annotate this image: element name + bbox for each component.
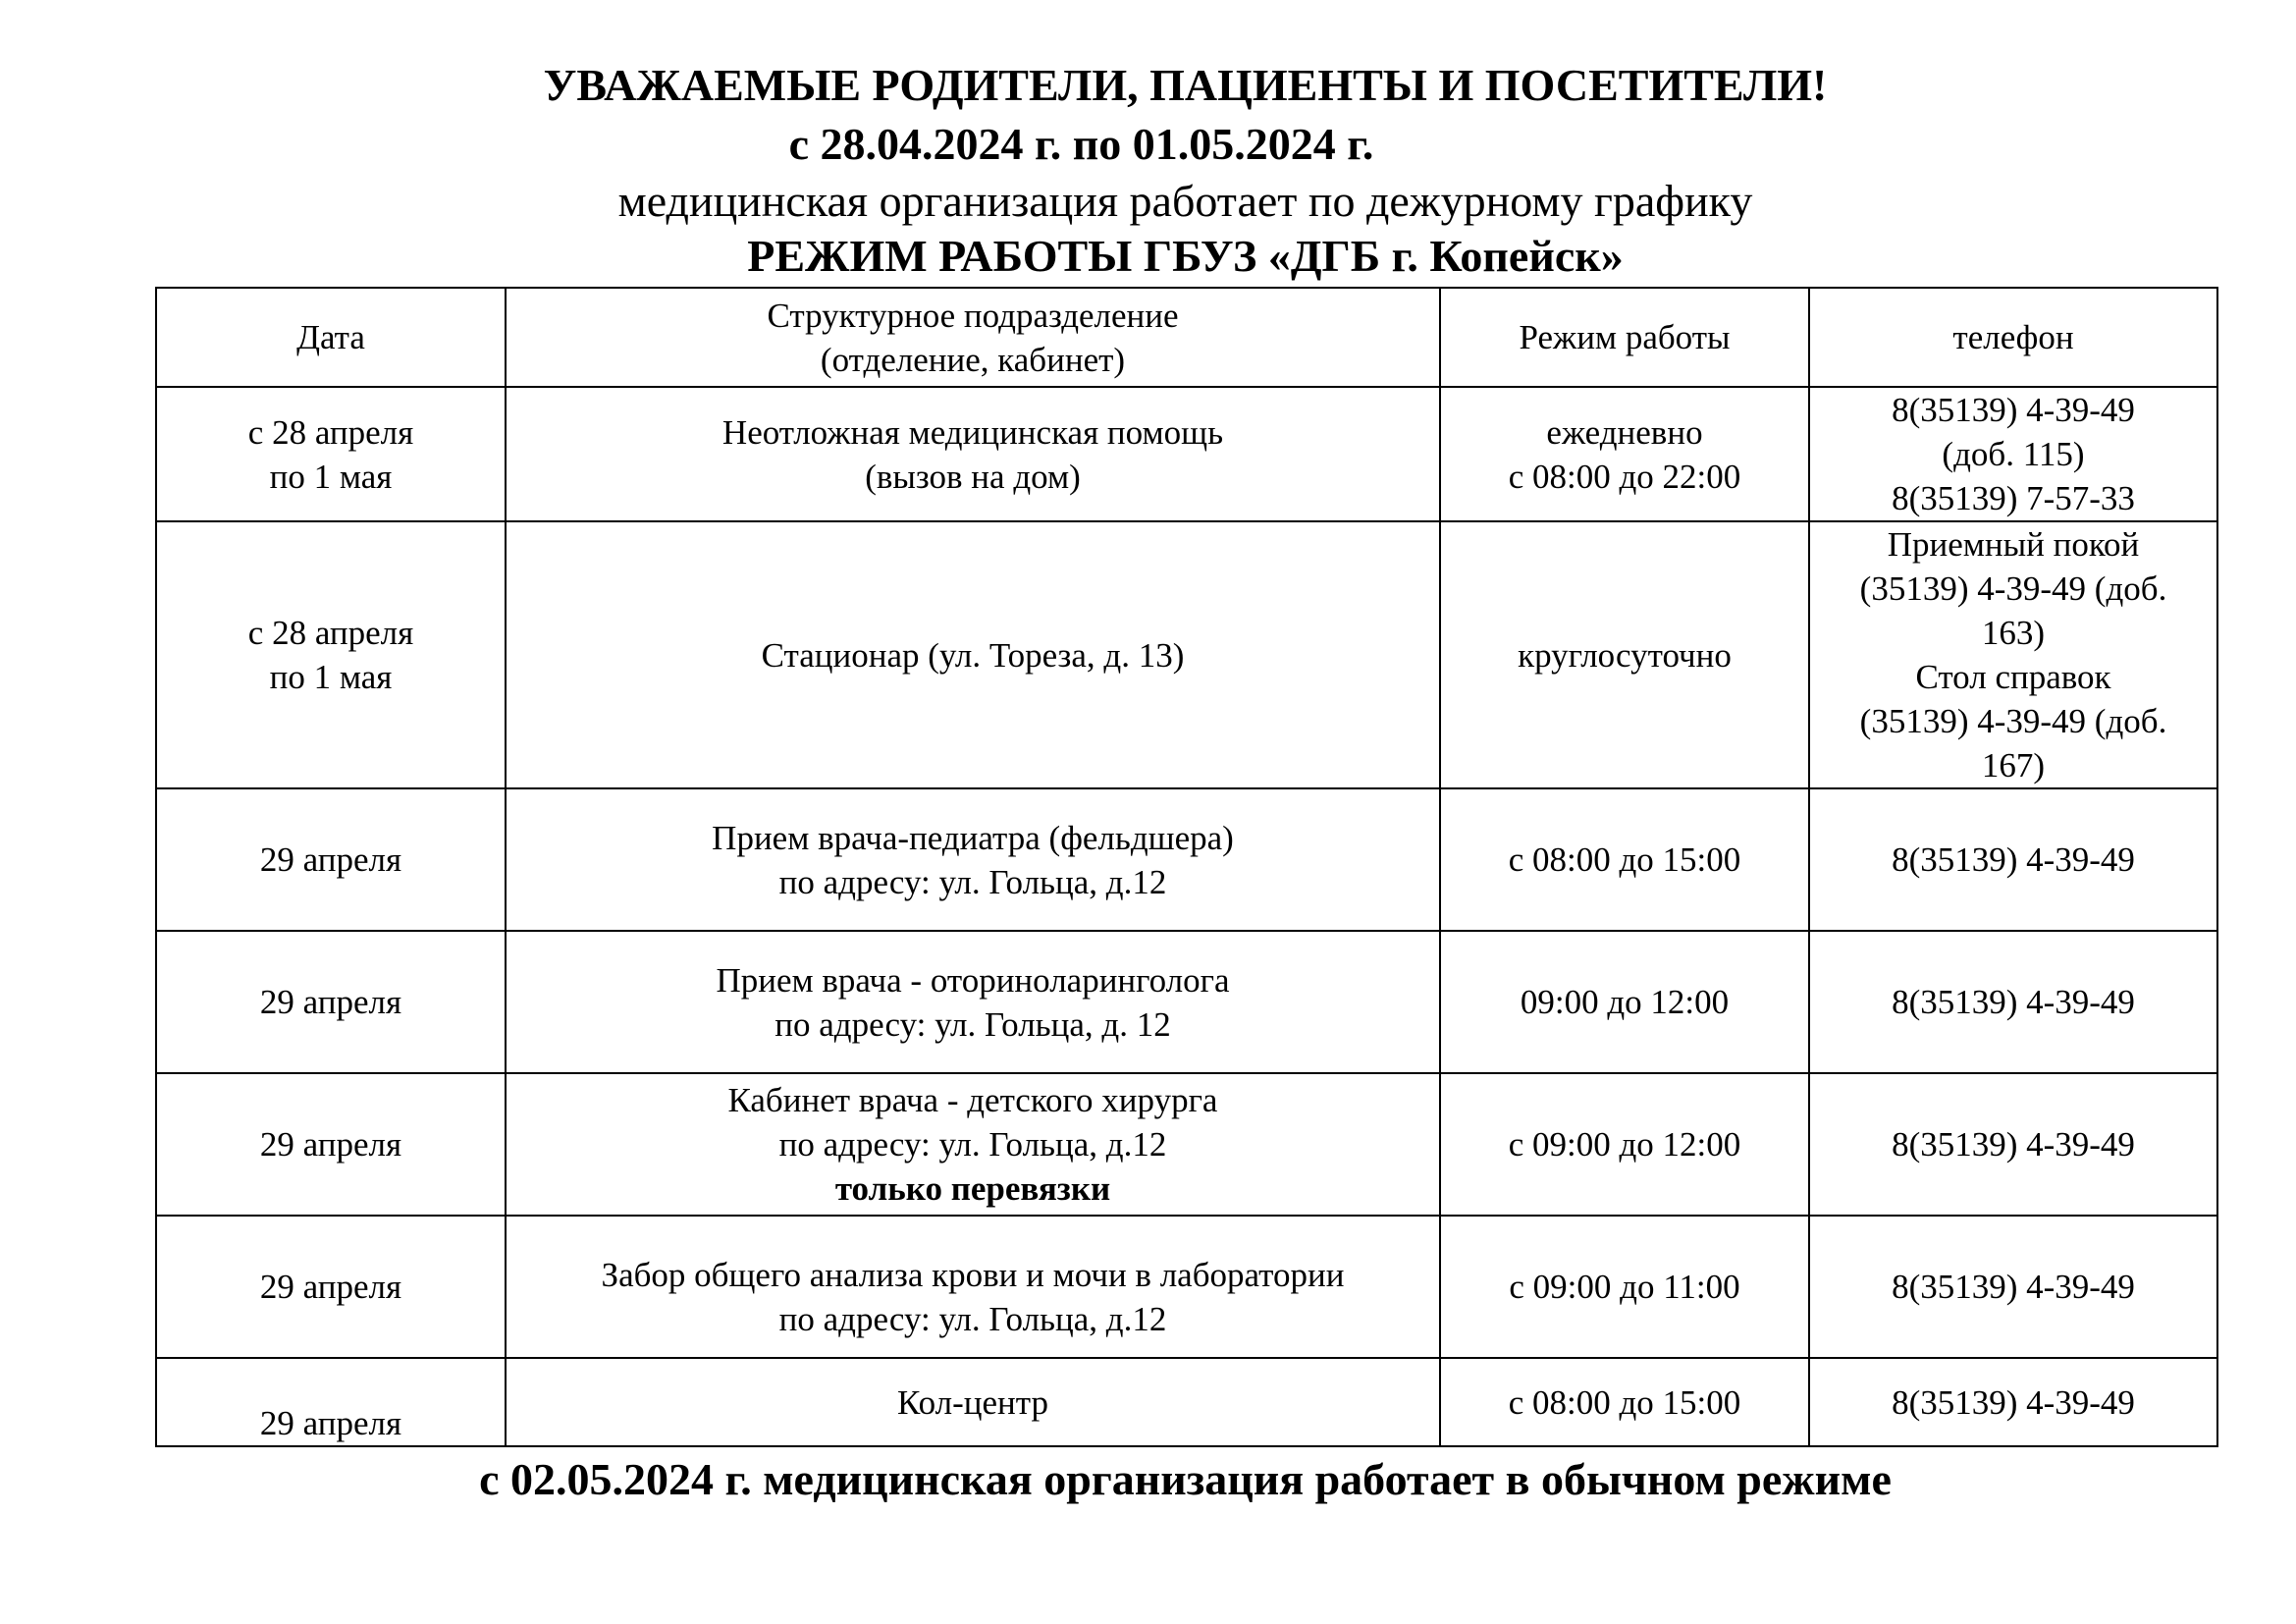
date-cell: 29 апреля (156, 931, 506, 1073)
notice-greeting: УВАЖАЕМЫЕ РОДИТЕЛИ, ПАЦИЕНТЫ И ПОСЕТИТЕЛИ! (543, 60, 1828, 110)
phone-cell: 8(35139) 4-39-49 (1809, 1216, 2217, 1358)
table-row (156, 1358, 2217, 1446)
department-cell: Неотложная медицинская помощь (вызов на дом) (506, 387, 1440, 521)
work-mode-cell: с 09:00 до 11:00 (1440, 1216, 1809, 1358)
table-row (156, 521, 2217, 788)
header-date: Дата (156, 288, 506, 387)
table-row (156, 387, 2217, 521)
phone-cell: 8(35139) 4-39-49 (1809, 1073, 2217, 1216)
table-row (156, 1216, 2217, 1358)
department-cell: Кол-центр (506, 1358, 1440, 1446)
work-mode-cell: ежедневно с 08:00 до 22:00 (1440, 387, 1809, 521)
date-cell: 29 апреля (156, 1216, 506, 1358)
phone-cell: Приемный покой (35139) 4-39-49 (доб. 163) Стол справок (35139) 4-39-49 (доб. 167) (1809, 521, 2217, 788)
date-cell: 29 апреля (156, 1073, 506, 1216)
work-mode-cell: с 08:00 до 15:00 (1440, 1358, 1809, 1446)
department-cell: Кабинет врача - детского хирурга по адресу: ул. Гольца, д.12 только перевязки (506, 1073, 1440, 1216)
header-work-mode: Режим работы (1440, 288, 1809, 387)
table-row (156, 788, 2217, 931)
department-cell: Прием врача - оториноларинголога по адресу: ул. Гольца, д. 12 (506, 931, 1440, 1073)
table-header-row (156, 288, 2217, 387)
notice-title: РЕЖИМ РАБОТЫ ГБУЗ «ДГБ г. Копейск» (747, 231, 1624, 281)
dressings-only-note: только перевязки (834, 1169, 1111, 1208)
work-mode-cell: с 09:00 до 12:00 (1440, 1073, 1809, 1216)
department-cell: Стационар (ул. Тореза, д. 13) (506, 521, 1440, 788)
normal-mode-notice: с 02.05.2024 г. медицинская организация работает в обычном режиме (479, 1454, 1892, 1504)
notice-date-range: с 28.04.2024 г. по 01.05.2024 г. (788, 119, 1374, 169)
phone-cell: 8(35139) 4-39-49 (1809, 931, 2217, 1073)
table-row (156, 1073, 2217, 1216)
date-cell: 29 апреля (156, 788, 506, 931)
phone-cell: 8(35139) 4-39-49 (доб. 115) 8(35139) 7-57-33 (1809, 387, 2217, 521)
work-mode-cell: круглосуточно (1440, 521, 1809, 788)
date-cell: 29 апреля (156, 1358, 506, 1446)
notice-duty-schedule: медицинская организация работает по дежурному графику (617, 176, 1753, 226)
work-mode-cell: с 08:00 до 15:00 (1440, 788, 1809, 931)
phone-cell: 8(35139) 4-39-49 (1809, 1358, 2217, 1446)
department-cell: Забор общего анализа крови и мочи в лаборатории по адресу: ул. Гольца, д.12 (506, 1216, 1440, 1358)
date-cell: с 28 апреля по 1 мая (156, 521, 506, 788)
header-phone: телефон (1809, 288, 2217, 387)
date-cell: с 28 апреля по 1 мая (156, 387, 506, 521)
schedule-table (155, 287, 2218, 1447)
phone-cell: 8(35139) 4-39-49 (1809, 788, 2217, 931)
work-mode-cell: 09:00 до 12:00 (1440, 931, 1809, 1073)
header-department: Структурное подразделение (отделение, кабинет) (506, 288, 1440, 387)
table-row (156, 931, 2217, 1073)
department-cell: Прием врача-педиатра (фельдшера) по адресу: ул. Гольца, д.12 (506, 788, 1440, 931)
